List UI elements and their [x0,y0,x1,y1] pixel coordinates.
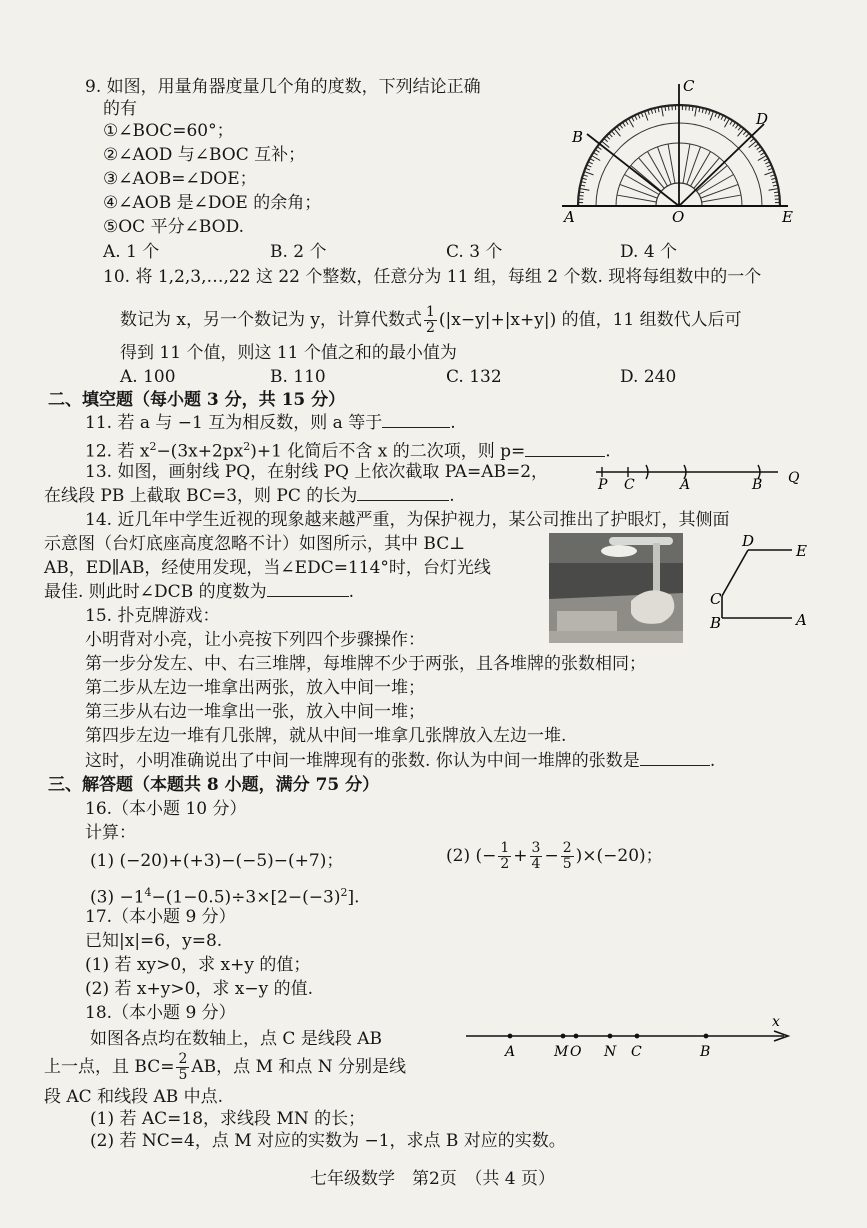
q15-line-2: 第一步分发左、中、右三堆牌，每堆牌不少于两张，且各堆牌的张数相同； [85,654,646,674]
q17-part-1: (1) 若 xy>0，求 x+y 的值； [85,955,311,975]
q18-line2-pre: 上一点，且 BC= [44,1057,175,1077]
q16-p3-c: ]. [347,887,360,908]
q16-frac-3-num: 2 [562,840,572,856]
protractor-tick [644,111,647,120]
protractor-tick [668,106,669,111]
protractor-tick [733,122,736,126]
number-line-figure [462,1012,798,1062]
q9-option-d: D. 4 个 [620,242,678,262]
q16-p3-sup: 4 [144,886,152,899]
q10-option-d: D. 240 [620,367,677,387]
q18-line2 [44,1048,406,1086]
label-b: B [572,128,584,146]
q12-part-c: )+1 化简后不含 x 的二次项，则 p= [250,441,526,462]
q16-frac-2 [530,841,543,872]
q9-item-3: ③∠AOB=∠DOE； [103,169,257,189]
q16-part-1: (1) (−20)+(+3)−(−5)−(+7)； [90,851,344,871]
q16-p2-post: )×(−20)； [575,846,663,866]
q18-head: 18.（本小题 9 分） [85,1003,236,1023]
q13-line1: 13. 如图，画射线 PQ，在射线 PQ 上依次截取 PA=AB=2， [85,462,549,482]
ray-label-a: A [680,477,691,492]
protractor-tick [755,144,759,147]
q12-line: 12. 若 $x^2-(3x+2px^2)+1$ 化简后不含 x 的二次项，则 p= . [85,440,611,462]
q18-line3: 段 AC 和线段 AB 中点. [44,1087,224,1107]
protractor-tick [695,107,697,117]
q12-part-a: 12. 若 x [85,441,150,462]
protractor-tick [765,171,774,174]
q11-line: 11. 若 a 与 −1 互为相反数，则 a 等于 . [85,413,456,433]
protractor-tick [597,147,601,150]
q16-frac-1-num: 1 [500,840,510,856]
q10-frac-den: 2 [426,320,435,336]
protractor-tick [759,150,763,153]
protractor-tick [735,124,738,128]
numline-label-x: x [772,1014,780,1030]
lamp-label-a: A [796,611,807,629]
q10-line2-post: (|x−y|+|x+y|) 的值，11 组数代人后可 [438,310,742,330]
lamp-label-e: E [796,542,807,560]
q18-frac-num: 2 [178,1051,188,1067]
q16-part-2 [446,838,663,874]
label-o: O [672,208,685,226]
protractor-tick [724,117,726,121]
ray-label-b: B [752,477,763,492]
lamp-label-b: B [710,614,722,632]
q12-sup-2: 2 [243,440,251,453]
numline-label-m: M [554,1044,569,1060]
q16-frac-1 [498,841,511,872]
lamp-label-c: C [710,590,722,608]
q14-line3: AB，ED∥AB，经使用发现，当∠EDC=114°时，台灯光线 [44,558,491,578]
label-a: A [564,208,575,226]
q16-calc: 计算： [85,823,136,843]
q16-frac-1-den: 2 [500,856,510,872]
q10-line1: 10. 将 1,2,3,…,22 这 22 个整数，任意分为 11 组，每组 2 个数. 现将每组数中的一个 [103,267,762,287]
q11-answer-blank [382,413,450,428]
numline-label-n: N [604,1044,617,1060]
protractor-tick [738,126,741,130]
page-footer: 七年级数学 第2页 （共 4 页） [310,1169,555,1189]
numline-label-b: B [700,1044,711,1060]
protractor-tick [665,106,666,111]
q16-p3-b: −(1−0.5)÷3×[2−(−3) [151,887,341,908]
protractor-tick [625,120,628,124]
protractor-tick [620,124,623,128]
q18-fraction [176,1052,189,1083]
q9-option-b: B. 2 个 [270,242,327,262]
protractor-tick [595,150,599,153]
q9-option-a: A. 1 个 [103,242,160,262]
protractor-tick [760,152,764,155]
q12-answer-blank [525,442,605,457]
q12-part-b: −(3x+2px [156,441,244,462]
q16-frac-2-num: 3 [531,840,541,856]
protractor-tick [632,117,634,121]
q17-given: 已知|x|=6，y=8. [85,931,223,951]
lamp-diagram [700,532,840,638]
ray-pq-figure [592,462,812,492]
q13-answer-blank [357,486,449,501]
q9-item-1: ①∠BOC=60°； [103,121,234,141]
protractor-tick [764,159,768,161]
q18-frac-den: 5 [178,1067,188,1083]
protractor-tick [774,192,779,193]
protractor-tick [579,195,584,196]
q9-item-2: ②∠AOD 与∠BOC 互补； [103,145,306,165]
numline-label-a: A [505,1044,516,1060]
q16-p3-a: (3) −1 [90,887,145,908]
q9-stem-line1: 9. 如图，用量角器度量几个角的度数，下列结论正确 [85,77,481,97]
protractor-tick [611,131,614,135]
q15-title: 15. 扑克牌游戏： [85,606,220,626]
q10-line2-pre: 数记为 x，另一个数记为 y，计算代数式 [120,310,422,330]
q10-option-c: C. 132 [446,367,502,387]
protractor-tick [769,188,779,190]
q17-part-2: (2) 若 x+y>0，求 x−y 的值. [85,979,314,999]
q16-p3-sup2: 2 [340,886,348,899]
q16-part-3 [90,882,360,909]
protractor-figure [556,76,802,226]
q18-line2-post: AB，点 M 和点 N 分别是线 [191,1057,407,1077]
q13-line2-text: 在线段 PB 上截取 BC=3，则 PC 的长为 [44,486,358,506]
label-d: D [756,110,769,128]
protractor-tick [579,192,584,193]
q10-option-b: B. 110 [270,367,326,387]
q14-line4-text: 最佳. 则此时∠DCB 的度数为 [44,582,267,602]
q14-answer-blank [267,582,349,597]
q16-p2-pre: (2) (− [446,846,497,866]
q16-frac-3 [561,841,574,872]
q15-answer-blank [640,751,710,766]
q13-line2: 在线段 PB 上截取 BC=3，则 PC 的长为 . [44,486,455,506]
q18-line1: 如图各点均在数轴上，点 C 是线段 AB [90,1029,382,1049]
q15-line-3: 第二步从左边一堆拿出两张，放入中间一堆； [85,678,425,698]
label-c: C [683,77,695,95]
protractor-tick [604,138,608,141]
protractor-tick [623,122,626,126]
lamp-photo [549,533,683,643]
ray-label-q: Q [788,470,800,486]
q14-line2: 示意图（台灯底座高度忽略不计）如图所示，其中 BC⊥ [44,534,466,554]
q16-plus: + [513,846,528,866]
ray-label-c: C [624,477,635,492]
protractor-tick [774,195,779,196]
protractor-tick [689,106,690,111]
ray-label-p: P [598,477,608,492]
section-2-heading: 二、填空题（每小题 3 分，共 15 分） [48,390,346,410]
protractor-tick [730,120,733,124]
q12-sup-1: 2 [149,440,157,453]
section-3-heading: 三、解答题（本题共 8 小题，满分 75 分） [48,775,380,795]
q10-line3: 得到 11 个值，则这 11 个值之和的最小值为 [120,343,457,363]
numline-label-c: C [631,1044,642,1060]
protractor-tick [609,133,612,137]
label-e: E [782,208,793,226]
protractor-tick [606,136,610,139]
q10-fraction [424,305,437,336]
q16-frac-2-den: 4 [531,856,541,872]
q9-stem-line2: 的有 [103,99,137,119]
q15-line-4: 第三步从右边一堆拿出一张，放入中间一堆； [85,702,425,722]
q16-head: 16.（本小题 10 分） [85,799,247,819]
q14-line4: 最佳. 则此时∠DCB 的度数为 . [44,582,354,602]
q9-item-4: ④∠AOB 是∠DOE 的余角； [103,193,322,213]
lamp-label-d: D [742,532,755,550]
protractor-tick [692,106,693,111]
q18-part-1: (1) 若 AC=18，求线段 MN 的长； [90,1109,366,1129]
q14-line1: 14. 近几年中学生近视的现象越来越严重，为保护视力，某公司推出了护眼灯，其侧面 [85,510,730,530]
q18-part-2: (2) 若 NC=4，点 M 对应的实数为 −1，求点 B 对应的实数。 [90,1131,566,1151]
q15-last-line: 这时，小明准确说出了中间一堆牌现有的张数. 你认为中间一堆牌的张数是 . [85,751,716,771]
numline-label-o: O [570,1044,582,1060]
q9-option-c: C. 3 个 [446,242,503,262]
protractor-tick [590,159,594,161]
protractor-tick [593,152,597,155]
protractor-tick [580,188,590,190]
q16-minus: − [544,846,559,866]
protractor-tick [757,147,761,150]
protractor-tick [750,138,754,141]
q15-line-5: 第四步左边一堆有几张牌，就从中间一堆拿几张牌放入左边一堆. [85,726,567,746]
q15-line-1: 小明背对小亮，让小亮按下列四个步骤操作： [85,630,425,650]
protractor-tick [710,111,713,120]
q10-line2 [120,302,742,338]
q16-frac-3-den: 5 [562,856,572,872]
protractor-tick [743,131,746,135]
protractor-tick [661,107,663,117]
q10-option-a: A. 100 [120,367,176,387]
protractor-tick [746,133,749,137]
protractor-tick [584,171,593,174]
q11-text: 11. 若 a 与 −1 互为相反数，则 a 等于 [85,413,383,433]
q17-head: 17.（本小题 9 分） [85,907,236,927]
q15-last-text: 这时，小明准确说出了中间一堆牌现有的张数. 你认为中间一堆牌的张数是 [85,751,640,771]
q10-frac-num: 1 [426,304,435,320]
protractor-tick [617,126,620,130]
q9-item-5: ⑤OC 平分∠BOD. [103,217,245,237]
